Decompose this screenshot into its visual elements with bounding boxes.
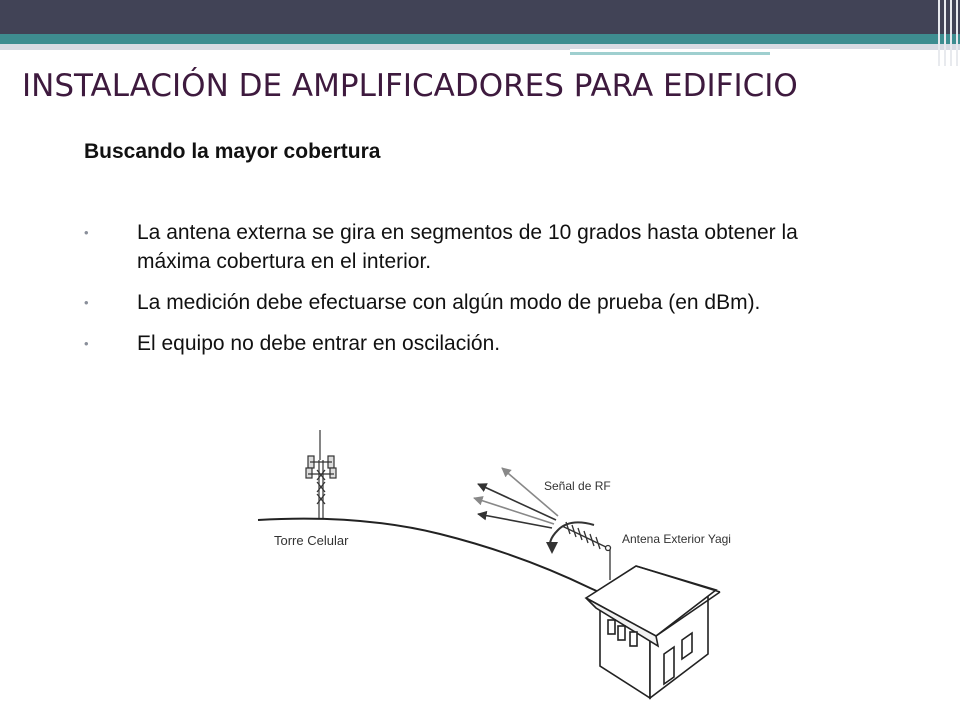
bullet-dot-icon: •	[84, 295, 89, 310]
bullet-item	[84, 218, 874, 276]
building-amplifier-illustration	[240, 430, 800, 710]
bullet-text: La medición debe efectuarse con algún modo de prueba (en dBm).	[137, 291, 761, 314]
header-bar	[0, 0, 960, 36]
bullet-text: La antena externa se gira en segmentos de 10 grados hasta obtener la máxima cobertura en el interior.	[137, 221, 798, 273]
slide-subtitle: Buscando la mayor cobertura	[84, 140, 381, 163]
yagi-antenna-icon	[562, 522, 611, 580]
house-icon	[586, 566, 720, 698]
bullet-text: El equipo no debe entrar en oscilación.	[137, 332, 501, 355]
bullet-item	[84, 329, 874, 358]
cell-tower-icon	[306, 430, 336, 518]
corner-decoration	[934, 0, 960, 66]
bullet-list	[84, 218, 874, 370]
bullet-dot-icon: •	[84, 336, 89, 351]
antenna-label: Antena Exterior Yagi	[622, 532, 731, 546]
tower-label: Torre Celular	[274, 533, 349, 548]
bullet-item	[84, 288, 874, 317]
slide-title: INSTALACIÓN DE AMPLIFICADORES PARA EDIFICIO	[22, 68, 798, 104]
rf-signal-arrows	[474, 468, 558, 528]
header-accent-band	[0, 34, 960, 44]
bullet-dot-icon: •	[84, 225, 89, 240]
rf-signal-label: Señal de RF	[544, 479, 611, 493]
header-teal-line	[570, 52, 770, 55]
